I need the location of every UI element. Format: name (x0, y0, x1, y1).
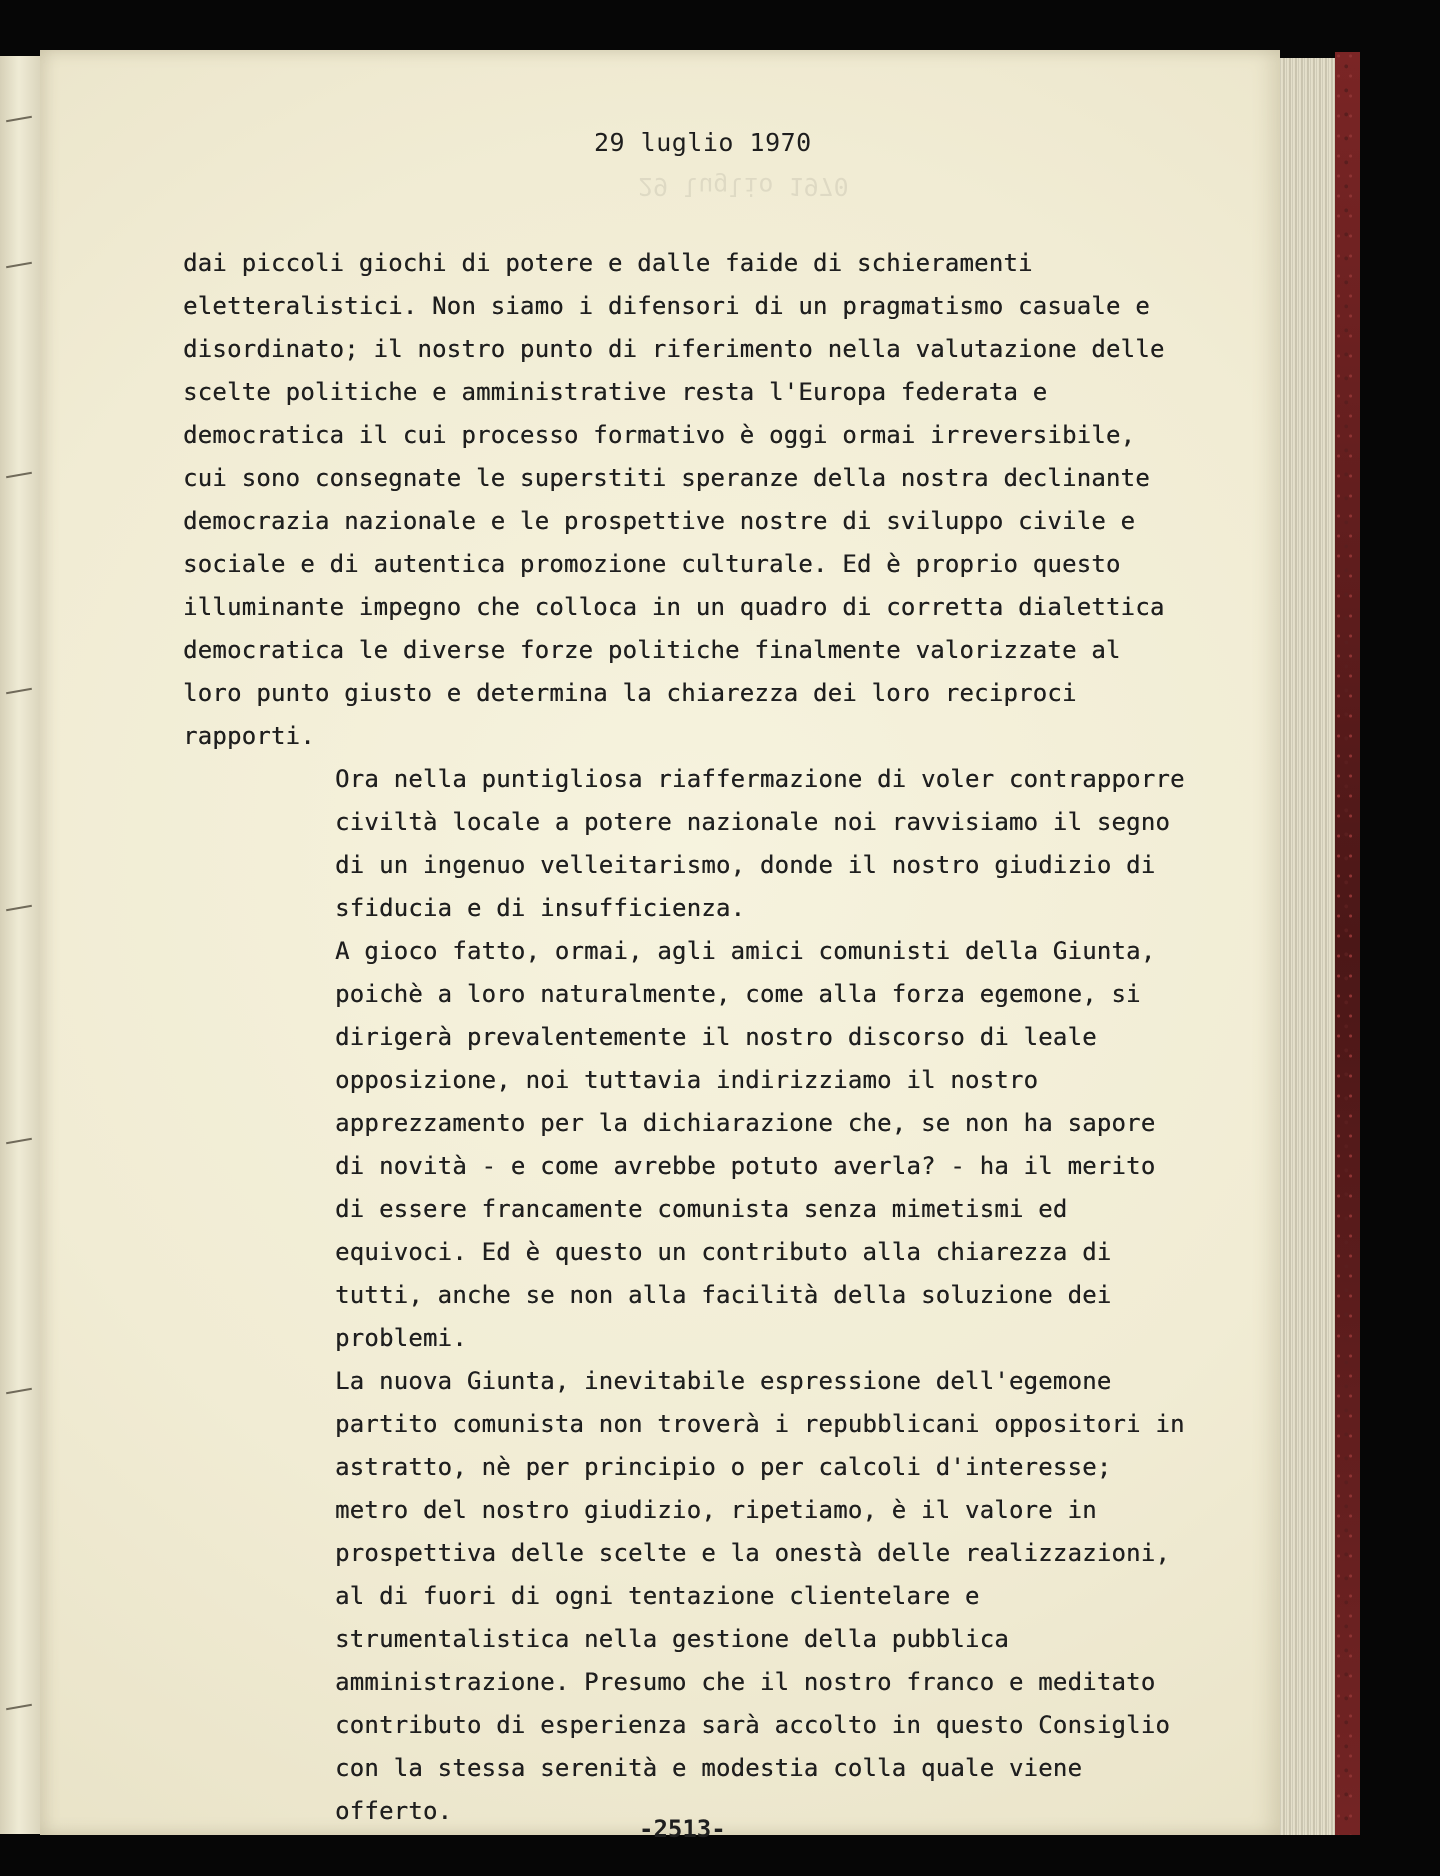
binding-stitch (6, 262, 32, 268)
binding-stitch (6, 1138, 32, 1144)
paragraph-2: Ora nella puntigliosa riaffermazione di voler contrapporre civiltà locale a potere nazionale noi ravvisiamo il segno di un ingenuo velleitarismo, donde il nostro giudizio di sfiducia e di insufficienza. (335, 765, 1185, 922)
marbled-cover (1335, 52, 1360, 1835)
page-number: -2513- (639, 1815, 726, 1843)
bleed-through-header: 29 luglio 1970 (638, 172, 849, 201)
binding-stitch (6, 116, 32, 122)
binding-stitch (6, 1704, 32, 1710)
paragraph-3: A gioco fatto, ormai, agli amici comunisti della Giunta, poichè a loro naturalmente, come alla forza egemone, si dirigerà prevalentemente il nostro discorso di leale opposizione, noi tuttavia indirizziamo il nostro apprezzamento per la dichiarazione che, se non ha sapore di novità - e come avrebbe potuto averla? - ha il merito di essere francamente comunista senza mimetismi ed equivoci. Ed è questo un contributo alla chiarezza di tutti, anche se non alla facilità della soluzione dei problemi. (335, 937, 1156, 1352)
paragraph-1: dai piccoli giochi di potere e dalle faide di schieramenti eletteralistici. Non siamo i difensori di un pragmatismo casuale e disordinato; il nostro punto di riferimento nella valutazione delle scelte politiche e amministrative resta l'Europa federata e democratica il cui processo formativo è oggi ormai irreversibile, cui sono consegnate le superstiti speranze della nostra declinante democrazia nazionale e le prospettive nostre di sviluppo civile e sociale e di autentica promozione culturale. Ed è proprio questo illuminante impegno che colloca in un quadro di corretta dialettica democratica le diverse forze politiche finalmente valorizzate al loro punto giusto e determina la chiarezza dei loro reciproci rapporti. (183, 249, 1165, 750)
page-stack-edge (1280, 58, 1335, 1835)
book-spread (0, 50, 1360, 1843)
binding-stitch (6, 1388, 32, 1394)
binding-stitch (6, 688, 32, 694)
binding-stitch (6, 472, 32, 478)
page-date: 29 luglio 1970 (594, 128, 812, 157)
paragraph-4: La nuova Giunta, inevitabile espressione dell'egemone partito comunista non troverà i repubblicani oppositori in astratto, nè per principio o per calcoli d'interesse; metro del nostro giudizio, ripetiamo, è il valore in prospettiva delle scelte e la onestà delle realizzazioni, al di fuori di ogni tentazione clientelare e strumentalistica nella gestione della pubblica amministrazione. Presumo che il nostro franco e meditato contributo di esperienza sarà accolto in questo Consiglio con la stessa serenità e modestia colla quale viene offerto. (335, 1367, 1185, 1825)
document-body (183, 242, 1193, 1833)
left-page-edge (0, 56, 44, 1834)
binding-stitch (6, 905, 32, 911)
